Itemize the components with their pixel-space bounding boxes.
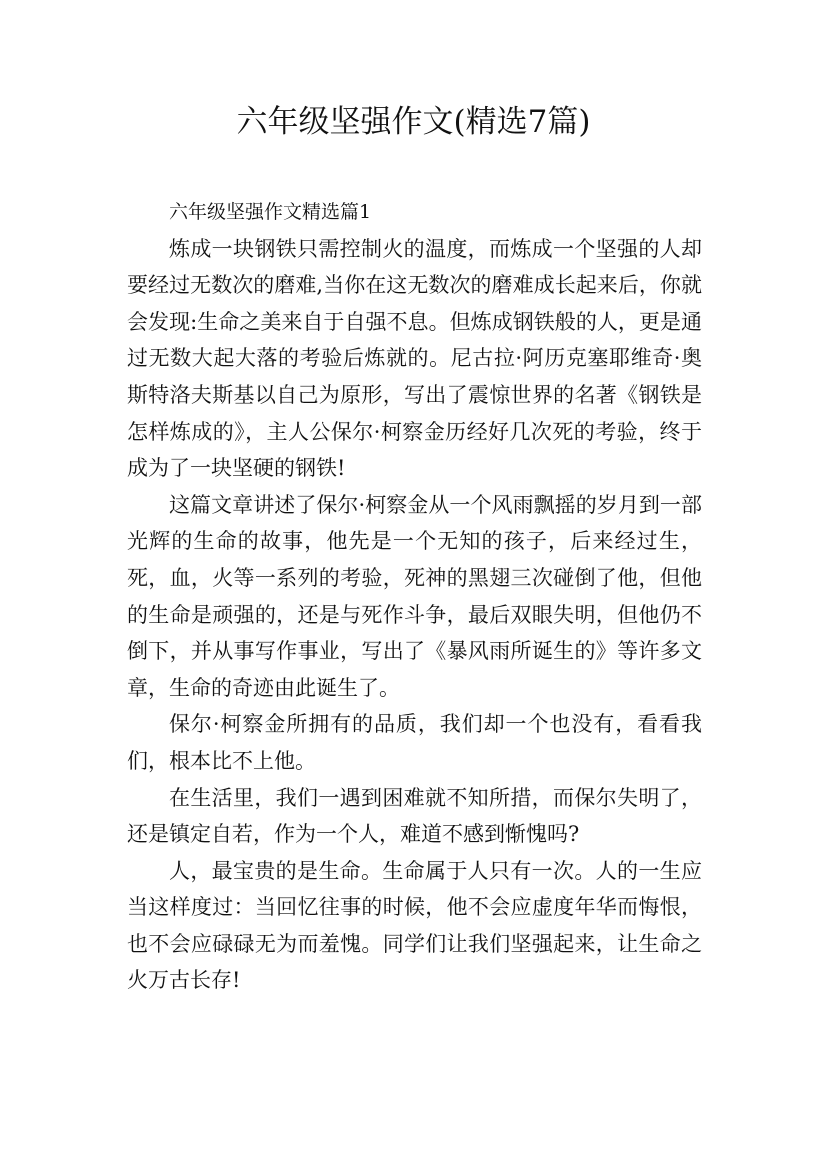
- document-body: [127, 194, 702, 999]
- paragraph-2: 这篇文章讲述了保尔·柯察金从一个风雨飘摇的岁月到一部光辉的生命的故事，他先是一个无知的孩子，后来经过生，死，血，火等一系列的考验，死神的黑翅三次碰倒了他，但他的生命是顽强的，还是与死作斗争，最后双眼失明，但他仍不倒下，并从事写作事业，写出了《暴风雨所诞生的》等许多文章，生命的奇迹由此诞生了。: [127, 492, 702, 700]
- page-title: 六年级坚强作文(精选7篇): [236, 104, 591, 140]
- paragraph-4: 在生活里，我们一遇到困难就不知所措，而保尔失明了，还是镇定自若，作为一个人，难道不感到惭愧吗?: [127, 785, 702, 847]
- paragraph-3: 保尔·柯察金所拥有的品质，我们却一个也没有，看看我们，根本比不上他。: [127, 712, 702, 773]
- paragraph-5: 人，最宝贵的是生命。生命属于人只有一次。人的一生应当这样度过：当回忆往事的时候，他不会应虚度年华而悔恨，也不会应碌碌无为而羞愧。同学们让我们坚强起来，让生命之火万古长存!: [127, 858, 702, 993]
- paragraph-1: 炼成一块钢铁只需控制火的温度，而炼成一个坚强的人却要经过无数次的磨难,当你在这无数次的磨难成长起来后，你就会发现:生命之美来自于自强不息。但炼成钢铁般的人，更是通过无数大起大落的考验后炼就的。尼古拉·阿历克塞耶维奇·奥斯特洛夫斯基以自己为原形，写出了震惊世界的名著《钢铁是怎样炼成的》，主人公保尔·柯察金历经好几次死的考验，终于成为了一块坚硬的钢铁!: [127, 236, 702, 481]
- section-heading: 六年级坚强作文精选篇1: [169, 201, 372, 223]
